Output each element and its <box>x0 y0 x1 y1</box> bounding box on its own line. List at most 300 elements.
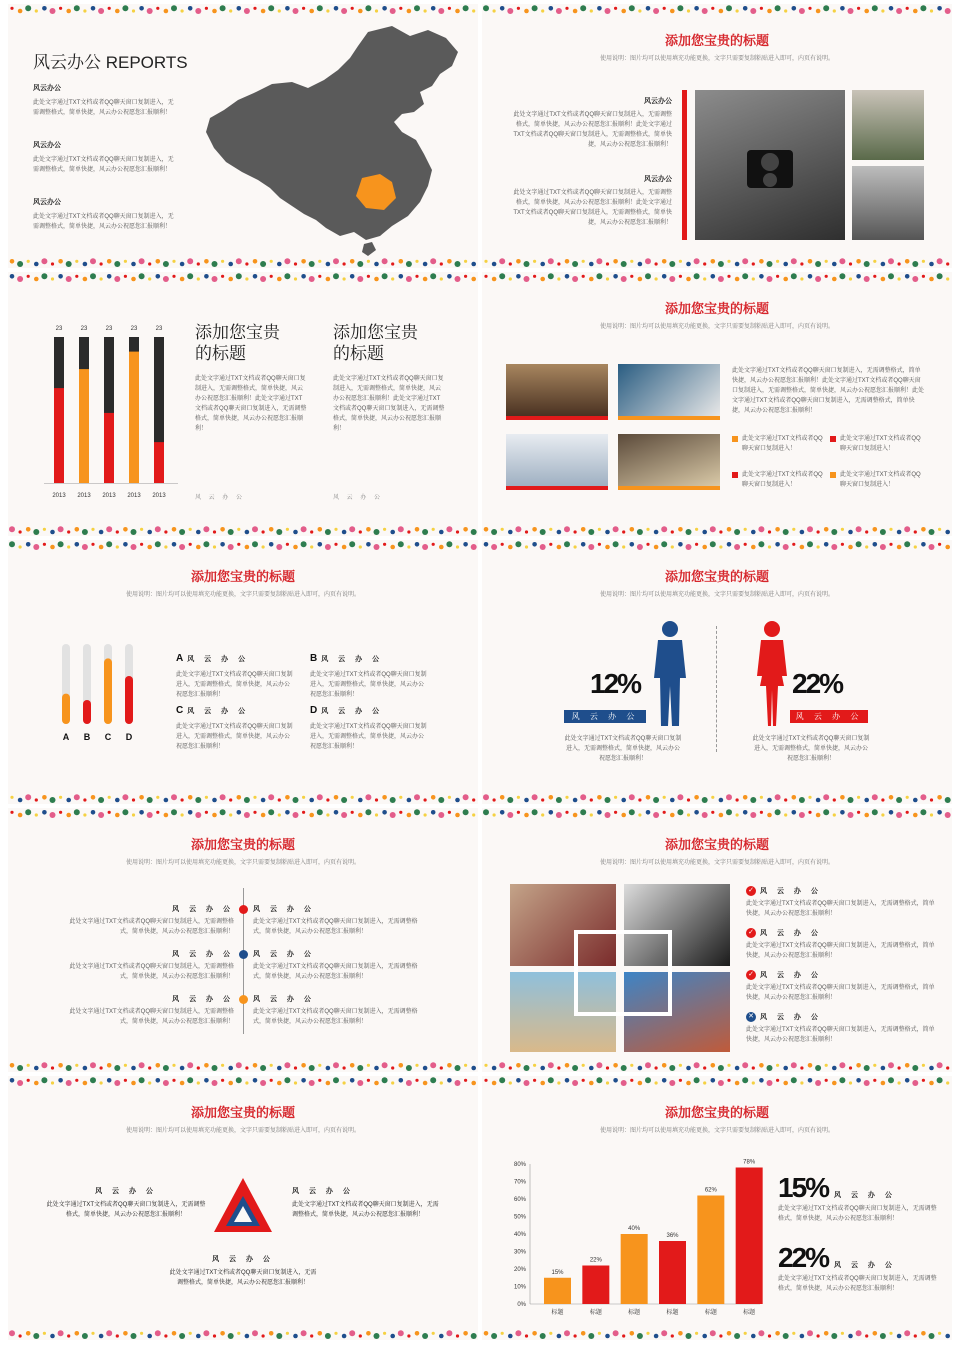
flower-dot <box>816 813 821 818</box>
legend-text: 此处文字通过TXT文档或者QQ聊天窗口复制进入！ <box>840 436 921 452</box>
flower-dot <box>864 261 870 267</box>
flower-dot <box>655 277 658 280</box>
flower-dot <box>767 1065 773 1071</box>
flower-dot <box>808 811 811 814</box>
flower-dot <box>638 277 643 282</box>
flower-dot <box>100 1081 103 1084</box>
flower-dot <box>856 1063 861 1068</box>
flower-dot <box>540 1333 546 1339</box>
flower-dot <box>484 1331 489 1336</box>
flower-dot <box>343 262 346 265</box>
legend-text: 此处文字通过TXT文档或者QQ聊天窗口复制进入！ <box>840 472 921 488</box>
flower-dot <box>549 528 552 531</box>
flower-dot <box>508 1334 513 1339</box>
laptop-chart-photo <box>506 434 608 490</box>
flower-dot <box>366 542 371 547</box>
item-head: 风 云 办 公 <box>172 951 234 958</box>
flower-dot <box>686 1333 692 1339</box>
flower-dot <box>212 1080 218 1086</box>
slide-subtitle: 使用说明：图片均可以使用填充功能更换，文字只需要复制粘贴进入即可，内页有说明。 <box>599 324 834 330</box>
flower-dot <box>357 261 363 267</box>
bar-total-label: 23 <box>105 326 113 332</box>
flower-dot <box>439 530 444 535</box>
flower-dot <box>415 527 420 532</box>
flower-dot <box>549 543 552 546</box>
flower-dot <box>881 813 884 816</box>
flower-dot <box>431 6 436 11</box>
flower-dot <box>945 812 951 818</box>
flower-dot <box>524 813 529 818</box>
flower-dot <box>293 812 299 818</box>
flower-dot <box>930 813 933 816</box>
flower-dot <box>187 273 193 279</box>
flower-dot <box>524 1065 530 1071</box>
flower-dot <box>484 1079 487 1082</box>
flower-dot <box>800 277 803 280</box>
flower-dot <box>808 7 811 10</box>
flower-dot <box>75 542 80 547</box>
slide-title: 添加您宝贵的标题 <box>664 1105 769 1120</box>
flower-dot <box>164 9 169 14</box>
flower-dot <box>516 1063 521 1068</box>
flower-dot <box>613 1078 618 1083</box>
flower-dot <box>776 1079 779 1082</box>
flower-dot <box>325 529 331 535</box>
flower-dot <box>98 812 104 818</box>
flower-dot <box>350 1063 355 1068</box>
flower-dot <box>50 812 56 818</box>
flower-dot <box>156 7 159 10</box>
item-text: 此处文字通过TXT文档或者QQ聊天窗口复制进入，无需调整格式，简单快捷，风云办公祝愿您汇报顺利！此处文字通过TXT文档或者QQ聊天窗口复制进入，无需调整格式，简单快捷，风云办公祝愿您汇报顺利！ <box>513 112 672 148</box>
flower-dot <box>677 794 683 800</box>
flower-dot <box>383 543 386 546</box>
stat-percentage: 15% <box>778 1172 829 1203</box>
triangle-diagram <box>212 1176 274 1234</box>
flower-dot <box>760 811 763 814</box>
flower-dot <box>351 7 354 10</box>
flower-dot <box>189 1332 192 1335</box>
flower-dot <box>800 1081 803 1084</box>
flower-dot <box>638 1081 643 1086</box>
flower-dot <box>622 530 625 533</box>
y-tick-label: 0% <box>517 1302 526 1308</box>
column-title: 添加您宝贵的标题 <box>195 323 280 363</box>
flower-dot <box>83 262 88 267</box>
flower-dot <box>864 1080 870 1086</box>
flower-dot <box>34 1081 39 1086</box>
flower-dot <box>491 529 497 535</box>
item-text: 此处文字通过TXT文档或者QQ聊天窗口复制进入，无需调整格式，简单快捷，风云办公祝愿您汇报顺利！ <box>746 985 935 1001</box>
flower-dot <box>686 529 692 535</box>
slide-7 <box>8 808 478 1072</box>
flower-dot <box>736 798 739 801</box>
flower-dot <box>743 795 748 800</box>
flower-dot <box>342 545 347 550</box>
flower-dot <box>294 262 297 265</box>
flower-dot <box>269 1331 274 1336</box>
flower-dot <box>139 273 145 279</box>
flower-dot <box>188 6 193 11</box>
bar-letter: C <box>104 732 112 742</box>
flower-dot <box>447 274 452 279</box>
flower-dot <box>260 1080 266 1086</box>
flower-dot <box>139 6 144 11</box>
y-tick-label: 30% <box>513 1249 526 1256</box>
flower-dot <box>333 1062 339 1068</box>
flower-dot <box>702 812 708 818</box>
flower-dot <box>824 527 829 532</box>
accent-bar <box>682 90 687 240</box>
bar-total-label: 23 <box>130 326 138 332</box>
flower-dot <box>824 1331 829 1336</box>
stat-head: 风 云 办 公 <box>834 1192 896 1199</box>
flower-dot <box>565 259 570 264</box>
flower-dot <box>9 1330 15 1336</box>
flower-dot <box>357 1065 363 1071</box>
flower-dot <box>913 798 918 803</box>
flower-dot <box>500 810 505 815</box>
flower-dot <box>42 6 47 11</box>
flower-dot <box>524 798 529 803</box>
flower-dot <box>180 1081 185 1086</box>
flower-dot <box>637 1333 643 1339</box>
flower-dot <box>841 1332 844 1335</box>
flower-dot <box>66 276 72 282</box>
flower-dot <box>83 1081 88 1086</box>
flower-dot <box>333 273 339 279</box>
flower-dot <box>33 1333 39 1339</box>
flower-dot <box>873 1331 878 1336</box>
flower-dot <box>139 1062 145 1068</box>
flower-dot <box>25 794 31 800</box>
legend-item <box>830 470 922 490</box>
flower-dot <box>557 530 562 535</box>
flower-dot <box>156 259 161 264</box>
flower-dot <box>293 530 298 535</box>
flower-dot <box>719 1334 722 1337</box>
flower-dot <box>325 544 331 550</box>
flower-dot <box>66 261 72 267</box>
flower-dot <box>122 794 128 800</box>
flower-dot <box>270 1064 273 1067</box>
flower-dot <box>889 543 892 546</box>
flower-dot <box>58 1063 63 1068</box>
flower-dot <box>751 545 756 550</box>
flower-dot <box>646 810 651 815</box>
bar-value-label: 15% <box>551 1269 564 1276</box>
flower-dot <box>301 541 307 547</box>
flower-dot <box>637 544 643 550</box>
flower-dot <box>848 797 854 803</box>
flower-dot <box>937 1077 943 1083</box>
flower-dot <box>237 795 242 800</box>
flower-dot <box>614 796 617 799</box>
flower-dot <box>75 1064 78 1067</box>
flower-dot <box>107 259 112 264</box>
flower-dot <box>375 813 378 816</box>
flower-dot <box>532 542 537 547</box>
flower-dot <box>687 9 690 12</box>
female-text: 此处文字通过TXT文档或者QQ聊天窗口复制进入，无需调整格式，简单快捷，风云办公祝愿您汇报顺利！ <box>752 736 870 762</box>
flower-dot <box>589 277 594 282</box>
flower-dot <box>156 796 159 799</box>
flower-dot <box>293 797 299 803</box>
flower-dot <box>654 545 659 550</box>
flower-dot <box>430 1062 436 1068</box>
flower-dot <box>59 796 62 799</box>
flower-dot <box>581 527 586 532</box>
flower-dot <box>541 9 544 12</box>
flower-dot <box>702 1334 707 1339</box>
flower-dot <box>382 6 387 11</box>
flower-pattern <box>482 1061 952 1072</box>
flower-dot <box>572 1065 578 1071</box>
flower-dot <box>269 527 274 532</box>
flower-dot <box>27 260 30 263</box>
slide-1-item <box>33 197 178 232</box>
flower-dot <box>50 530 55 535</box>
flower-dot <box>605 8 611 14</box>
flower-dot <box>532 5 538 11</box>
flower-dot <box>424 813 427 816</box>
flower-dot <box>856 259 861 264</box>
flower-border-bottom <box>8 1061 478 1072</box>
flower-dot <box>220 809 226 815</box>
flower-dot <box>630 275 633 278</box>
flower-dot <box>881 1066 886 1071</box>
flower-dot <box>349 541 355 547</box>
flower-dot <box>831 529 837 535</box>
flower-dot <box>269 542 274 547</box>
flower-dot <box>83 813 86 816</box>
flower-dot <box>309 276 315 282</box>
flower-dot <box>832 277 837 282</box>
flower-dot <box>188 810 193 815</box>
flower-dot <box>132 798 135 801</box>
flower-dot <box>285 810 290 815</box>
flower-dot <box>532 809 538 815</box>
item-text: 此处文字通过TXT文档或者QQ聊天窗口复制进入，无需调整格式，简单快捷，风云办公祝愿您汇报顺利！ <box>253 964 418 980</box>
flower-dot <box>621 1080 627 1086</box>
flower-dot <box>213 530 216 533</box>
flower-dot <box>237 543 240 546</box>
flower-dot <box>318 1331 323 1336</box>
item-head: 风 云 办 公 <box>187 656 250 663</box>
flower-dot <box>742 258 748 264</box>
flower-dot <box>864 9 869 14</box>
flower-dot <box>727 1064 730 1067</box>
flower-dot <box>253 796 256 799</box>
flower-dot <box>447 259 452 264</box>
flower-dot <box>155 526 161 532</box>
flower-dot <box>10 1063 15 1068</box>
flower-dot <box>775 542 780 547</box>
flower-dot <box>687 813 690 816</box>
y-tick-label: 50% <box>513 1214 526 1221</box>
flower-dot <box>557 262 560 265</box>
flower-dot <box>50 8 56 14</box>
flower-dot <box>464 275 467 278</box>
flower-dot <box>367 1079 370 1082</box>
flower-dot <box>864 276 870 282</box>
flower-dot <box>718 1065 724 1071</box>
flower-dot <box>669 1065 675 1071</box>
flower-dot <box>253 1063 258 1068</box>
flower-dot <box>848 812 854 818</box>
flower-dot <box>517 7 520 10</box>
flower-dot <box>929 1333 935 1339</box>
flower-dot <box>9 541 15 547</box>
flower-dot <box>695 1332 698 1335</box>
flower-pattern <box>8 808 478 819</box>
flower-dot <box>276 529 282 535</box>
flower-dot <box>823 809 829 815</box>
flower-dot <box>671 530 674 533</box>
flower-dot <box>399 7 402 10</box>
flower-dot <box>904 526 910 532</box>
flower-dot <box>276 544 282 550</box>
flower-dot <box>43 543 46 546</box>
male-label: 风 云 办 公 <box>564 710 646 723</box>
flower-dot <box>711 811 714 814</box>
item-text: 此处文字通过TXT文档或者QQ聊天窗口复制进入，无需调整格式，简单快捷，风云办公祝愿您汇报顺利！ <box>310 724 427 750</box>
flower-dot <box>164 813 169 818</box>
flower-dot <box>686 1066 691 1071</box>
flower-dot <box>43 1332 46 1335</box>
item-text: 此处文字通过TXT文档或者QQ聊天窗口复制进入，无需调整格式，简单快捷，风云办公祝愿您汇报顺利！ <box>69 1009 234 1025</box>
flower-dot <box>710 541 716 547</box>
check-item <box>746 886 936 919</box>
flower-dot <box>236 258 242 264</box>
flower-dot <box>816 9 821 14</box>
flower-dot <box>438 812 444 818</box>
flower-dot <box>359 545 362 548</box>
flower-pattern <box>482 540 952 551</box>
item-text: 此处文字通过TXT文档或者QQ聊天窗口复制进入，无需调整格式，简单快捷，风云办公祝愿您汇报顺利！ <box>69 964 234 980</box>
flower-dot <box>359 1334 362 1337</box>
flower-dot <box>744 1332 747 1335</box>
triangle-label-top-left <box>46 1186 206 1220</box>
flower-border-bottom <box>482 1061 952 1072</box>
flower-dot <box>881 9 884 12</box>
bar-fill <box>104 413 114 483</box>
flower-dot <box>326 813 329 816</box>
flower-dot <box>19 530 22 533</box>
flower-pattern <box>482 257 952 268</box>
slide-2 <box>482 4 952 268</box>
flower-dot <box>501 1332 504 1335</box>
flower-dot <box>66 798 71 803</box>
flower-dot <box>415 1064 418 1067</box>
flower-dot <box>407 545 410 548</box>
flower-border-top <box>8 808 478 819</box>
flower-dot <box>34 277 39 282</box>
flower-dot <box>181 798 184 801</box>
flower-dot <box>407 798 412 803</box>
flower-dot <box>399 1063 404 1068</box>
triangle-label-bottom <box>168 1254 318 1288</box>
flower-dot <box>557 277 560 280</box>
flower-dot <box>236 1062 242 1068</box>
timeline-dot <box>239 950 248 959</box>
flower-dot <box>833 813 836 816</box>
flower-dot <box>540 277 545 282</box>
flower-dot <box>203 526 209 532</box>
flower-dot <box>438 8 444 14</box>
slide-2-item <box>512 96 672 150</box>
flower-dot <box>742 1077 748 1083</box>
flower-dot <box>270 260 273 263</box>
flower-pattern <box>8 4 478 15</box>
flower-dot <box>390 812 396 818</box>
flower-dot <box>91 795 96 800</box>
flower-dot <box>455 276 461 282</box>
flower-dot <box>791 1077 797 1083</box>
flower-dot <box>864 1065 870 1071</box>
flower-dot <box>904 541 910 547</box>
flower-dot <box>751 530 756 535</box>
flower-dot <box>605 797 611 803</box>
flower-dot <box>775 5 781 11</box>
flower-dot <box>687 798 690 801</box>
flower-dot <box>758 526 764 532</box>
slide-title: 添加您宝贵的标题 <box>190 569 295 584</box>
flower-dot <box>889 528 892 531</box>
flower-dot <box>343 277 346 280</box>
flower-dot <box>27 1064 30 1067</box>
flower-dot <box>565 811 568 814</box>
flower-dot <box>614 7 617 10</box>
flower-dot <box>374 1066 379 1071</box>
flower-dot <box>406 1065 412 1071</box>
flower-dot <box>654 1334 659 1339</box>
flower-dot <box>524 261 530 267</box>
flower-dot <box>229 9 232 12</box>
item-letter: B <box>310 653 318 664</box>
flower-dot <box>937 795 942 800</box>
flower-dot <box>557 545 562 550</box>
flower-dot <box>74 794 80 800</box>
flower-dot <box>374 262 379 267</box>
flower-dot <box>556 797 562 803</box>
flower-dot <box>661 541 667 547</box>
flower-dot <box>549 795 554 800</box>
slide-3 <box>8 272 478 536</box>
percentage-bar-chart <box>504 1152 774 1322</box>
flower-dot <box>261 9 266 14</box>
flower-dot <box>131 277 136 282</box>
flower-dot <box>735 277 740 282</box>
flower-dot <box>196 545 201 550</box>
flower-dot <box>638 798 641 801</box>
flower-dot <box>318 1079 321 1082</box>
flower-dot <box>499 273 505 279</box>
flower-dot <box>164 530 167 533</box>
flower-dot <box>598 543 601 546</box>
flower-dot <box>905 1063 910 1068</box>
flower-dot <box>541 798 544 801</box>
slide-9 <box>8 1076 478 1340</box>
china-map-shape <box>206 26 458 240</box>
flower-dot <box>156 274 161 279</box>
flower-dot <box>140 1332 143 1335</box>
flower-dot <box>10 259 15 264</box>
flower-dot <box>163 276 169 282</box>
legend-text: 此处文字通过TXT文档或者QQ聊天窗口复制进入！ <box>742 472 823 488</box>
timeline-item-right <box>253 904 419 937</box>
flower-dot <box>637 529 643 535</box>
flower-dot <box>492 1081 497 1086</box>
